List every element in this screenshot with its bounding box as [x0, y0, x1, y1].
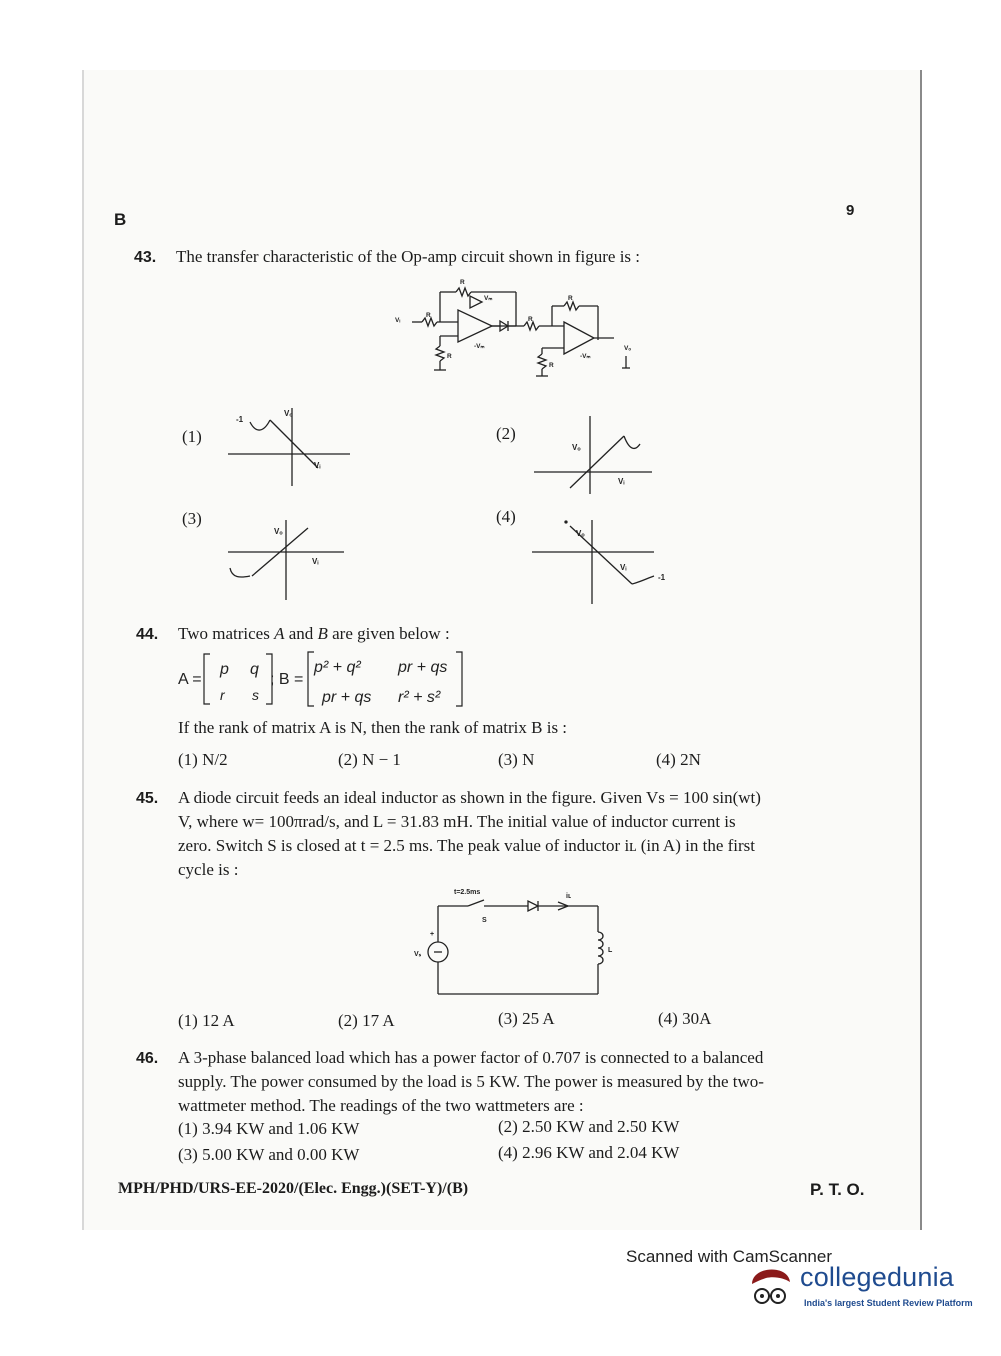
q46-option-4[interactable]: (4) 2.96 KW and 2.04 KW	[498, 1143, 680, 1162]
q45-label-time: t=2.5ms	[454, 889, 481, 896]
q44-question: If the rank of matrix A is N, then the rank of matrix B is :	[178, 718, 568, 737]
q43-option-1-axis-in: Vᵢ	[314, 461, 321, 470]
q44-intro	[178, 622, 450, 646]
q43-label-vsat: Vₘ	[484, 295, 493, 302]
q43-opamp-circuit	[392, 270, 652, 382]
q43-option-2-label[interactable]: (2)	[496, 424, 516, 443]
q46-option-2[interactable]: (2) 2.50 KW and 2.50 KW	[498, 1117, 680, 1136]
q43-option-3-label[interactable]: (3)	[182, 509, 202, 528]
q46-option-1[interactable]: (1) 3.94 KW and 1.06 KW	[178, 1119, 360, 1138]
q46-line-2: supply. The power consumed by the load is 5 KW. The power is measured by the two-	[178, 1072, 764, 1091]
q43-option-1-label[interactable]: (1)	[182, 427, 202, 446]
q43-option-4-axis-in: Vᵢ	[620, 563, 627, 572]
q45-line-1: A diode circuit feeds an ideal inductor as shown in the figure. Given Vs = 100 sin(wt)	[178, 788, 761, 807]
q43-option-2-axis-in: Vᵢ	[618, 477, 625, 486]
collegedunia-logo-text: collegedunia	[800, 1262, 955, 1292]
q43-label-rg2: R	[549, 362, 554, 369]
q43-option-4-axis-out: Vₒ	[576, 529, 585, 538]
q44-b21: pr + qs	[322, 689, 372, 706]
q43-label-vneg2: -Vₘ	[580, 353, 591, 360]
q43-option-4-mark: -1	[658, 573, 666, 582]
q46-option-3[interactable]: (3) 5.00 KW and 0.00 KW	[178, 1145, 360, 1164]
q44-intro-post: are given below :	[327, 624, 450, 643]
q43-number: 43.	[134, 249, 157, 266]
q45-option-2[interactable]: (2) 17 A	[338, 1011, 395, 1030]
q46-line-1: A 3-phase balanced load which has a power factor of 0.707 is connected to a balanced	[178, 1048, 764, 1067]
q44-intro-pre: Two matrices	[178, 624, 275, 643]
q43-label-vin: Vᵢ	[395, 317, 401, 324]
q43-option-1-graph	[226, 402, 352, 488]
q43-label-r3: R	[568, 295, 573, 302]
q44-intro-mid: and	[284, 624, 318, 643]
q45-number: 45.	[136, 790, 159, 807]
collegedunia-tagline: India's largest Student Review Platform	[804, 1298, 973, 1308]
q45-option-4[interactable]: (4) 30A	[658, 1009, 712, 1028]
q45-label-plus: +	[430, 931, 435, 938]
q44-a11: p	[220, 661, 229, 678]
page-number: 9	[846, 202, 855, 219]
q44-b22: r² + s²	[398, 689, 441, 706]
q43-option-4-graph	[530, 516, 670, 606]
footer-pto: P. T. O.	[810, 1180, 865, 1199]
q43-label-rin: R	[426, 312, 431, 319]
q45-label-switch: S	[482, 917, 487, 924]
q43-label-r1: R	[460, 279, 465, 286]
q43-text: The transfer characteristic of the Op-amp circuit shown in figure is :	[176, 247, 641, 266]
q43-option-3-axis-in: Vᵢ	[312, 557, 319, 566]
q43-option-3-graph	[224, 516, 350, 602]
q44-a22: s	[252, 687, 259, 703]
set-letter: B	[114, 210, 127, 229]
q43-label-vneg1: -Vₘ	[474, 343, 485, 350]
q43-option-1-mark: -1	[236, 415, 244, 424]
q43-option-1-axis-out: Vₒ	[284, 409, 293, 418]
q45-line-2: V, where w= 100πrad/s, and L = 31.83 mH. The initial value of inductor current is	[178, 812, 736, 831]
q44-matrices	[176, 648, 476, 710]
scanned-with-text: Scanned with CamScanner	[626, 1247, 833, 1266]
footer-exam-code: MPH/PHD/URS-EE-2020/(Elec. Engg.)(SET-Y)/(B)	[118, 1180, 469, 1197]
q44-option-3[interactable]: (3) N	[498, 750, 535, 769]
q46-line-3: wattmeter method. The readings of the two wattmeters are :	[178, 1096, 584, 1115]
q44-a12: q	[250, 661, 259, 678]
q43-label-r2: R	[528, 316, 533, 323]
q45-diode-circuit	[408, 884, 624, 998]
q45-label-source: Vₛ	[414, 951, 422, 958]
q44-matrix-b-name: ; B =	[270, 671, 304, 688]
q44-option-2[interactable]: (2) N − 1	[338, 750, 401, 769]
q44-a21: r	[220, 687, 225, 703]
q44-option-1[interactable]: (1) N/2	[178, 750, 228, 769]
q43-option-3-axis-out: Vₒ	[274, 527, 283, 536]
q43-option-4-label[interactable]: (4)	[496, 507, 516, 526]
q44-intro-b: B	[317, 624, 328, 643]
q43-option-2-graph	[530, 410, 656, 496]
q45-option-1[interactable]: (1) 12 A	[178, 1011, 235, 1030]
q45-option-3[interactable]: (3) 25 A	[498, 1009, 555, 1028]
q44-option-4[interactable]: (4) 2N	[656, 750, 701, 769]
q43-label-vout: Vₒ	[624, 345, 632, 352]
q44-b12: pr + qs	[398, 659, 448, 676]
q45-line-3: zero. Switch S is closed at t = 2.5 ms. The peak value of inductor iʟ (in A) in the first	[178, 836, 755, 855]
q46-number: 46.	[136, 1050, 159, 1067]
collegedunia-mascot-icon	[744, 1258, 798, 1316]
q45-line-4: cycle is :	[178, 860, 239, 879]
q45-label-current: iʟ	[566, 893, 572, 900]
q44-matrix-a-name: A =	[178, 671, 202, 688]
q44-b11: p² + q²	[314, 659, 361, 676]
q45-label-inductor: L	[608, 947, 613, 954]
q44-intro-a: A	[274, 624, 285, 643]
q43-option-2-axis-out: Vₒ	[572, 443, 581, 452]
q43-label-rg1: R	[447, 353, 452, 360]
q44-number: 44.	[136, 626, 159, 643]
